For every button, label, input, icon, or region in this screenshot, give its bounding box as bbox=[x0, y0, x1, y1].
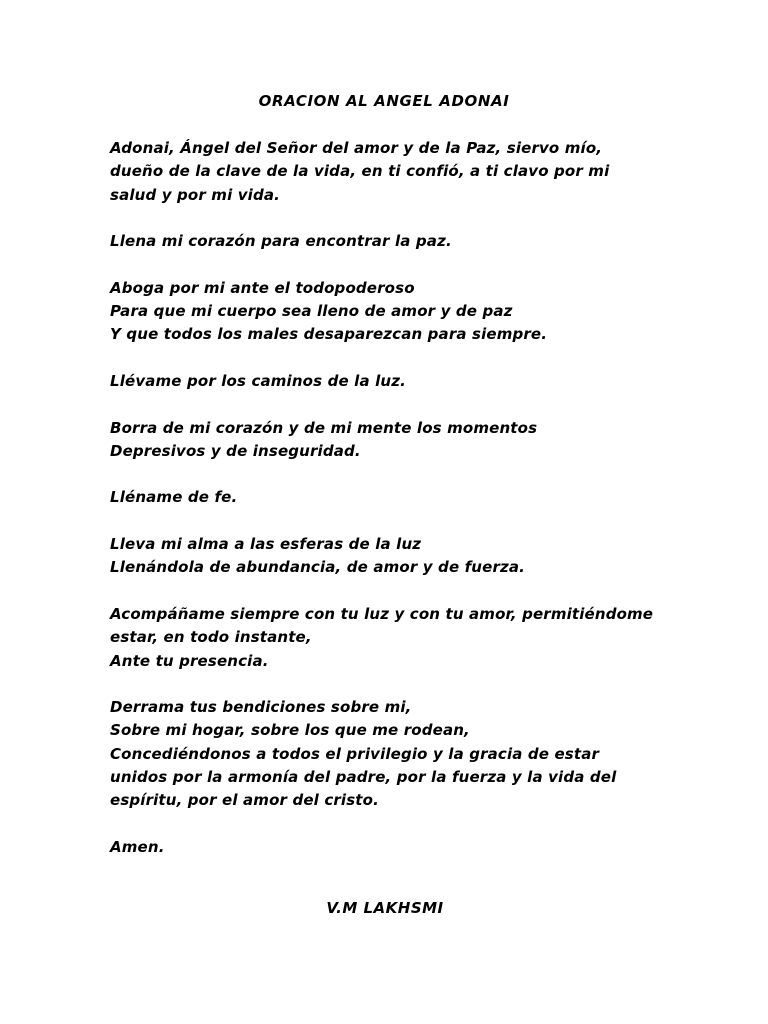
text-line: Adonai, Ángel del Señor del amor y de la Paz, siervo mío, bbox=[110, 139, 603, 157]
text-line: Ante tu presencia. bbox=[110, 651, 269, 670]
text-line: Acompáñame siempre con tu luz y con tu amor, permitiéndome bbox=[110, 604, 654, 623]
text-line: Para que mi cuerpo sea lleno de amor y de paz bbox=[110, 302, 513, 321]
text-line: Lléname de fe. bbox=[110, 488, 238, 507]
paragraph-10 bbox=[110, 836, 680, 859]
text-line: unidos por la armonía del padre, por la fuerza y la vida del bbox=[110, 768, 617, 787]
paragraph-8 bbox=[110, 603, 680, 673]
text-line: Sobre mi hogar, sobre los que me rodean, bbox=[110, 721, 470, 740]
paragraph-5 bbox=[110, 417, 680, 464]
text-line: estar, en todo instante, bbox=[110, 628, 312, 647]
text-line: salud y por mi vida. bbox=[110, 185, 280, 204]
paragraph-1 bbox=[110, 137, 680, 207]
paragraph-3 bbox=[110, 277, 680, 347]
signature: V.M LAKHSMI bbox=[326, 899, 444, 917]
paragraph-4 bbox=[110, 370, 680, 393]
paragraph-6 bbox=[110, 486, 680, 509]
paragraph-7 bbox=[110, 533, 680, 580]
text-line: Y que todos los males desaparezcan para siempre. bbox=[110, 325, 548, 344]
text-line: dueño de la clave de la vida, en ti confió, a ti clavo por mi bbox=[110, 162, 610, 181]
text-line: Lleva mi alma a las esferas de la luz bbox=[110, 535, 422, 554]
text-line: Borra de mi corazón y de mi mente los momentos bbox=[110, 418, 538, 437]
prayer-body bbox=[110, 137, 680, 883]
text-line: Concediéndonos a todos el privilegio y la gracia de estar bbox=[110, 744, 600, 763]
document-title: ORACION AL ANGEL ADONAI bbox=[258, 92, 510, 110]
text-line: Llenándola de abundancia, de amor y de fuerza. bbox=[110, 558, 526, 577]
text-line: Llena mi corazón para encontrar la paz. bbox=[110, 232, 452, 251]
text-line: espíritu, por el amor del cristo. bbox=[110, 791, 379, 810]
paragraph-9 bbox=[110, 696, 680, 812]
text-line: Derrama tus bendiciones sobre mi, bbox=[110, 698, 412, 717]
text-line: Depresivos y de inseguridad. bbox=[110, 441, 361, 460]
text-line: Amen. bbox=[110, 837, 165, 856]
paragraph-2 bbox=[110, 230, 680, 253]
text-line: Aboga por mi ante el todopoderoso bbox=[110, 278, 415, 297]
text-line: Llévame por los caminos de la luz. bbox=[110, 371, 406, 390]
